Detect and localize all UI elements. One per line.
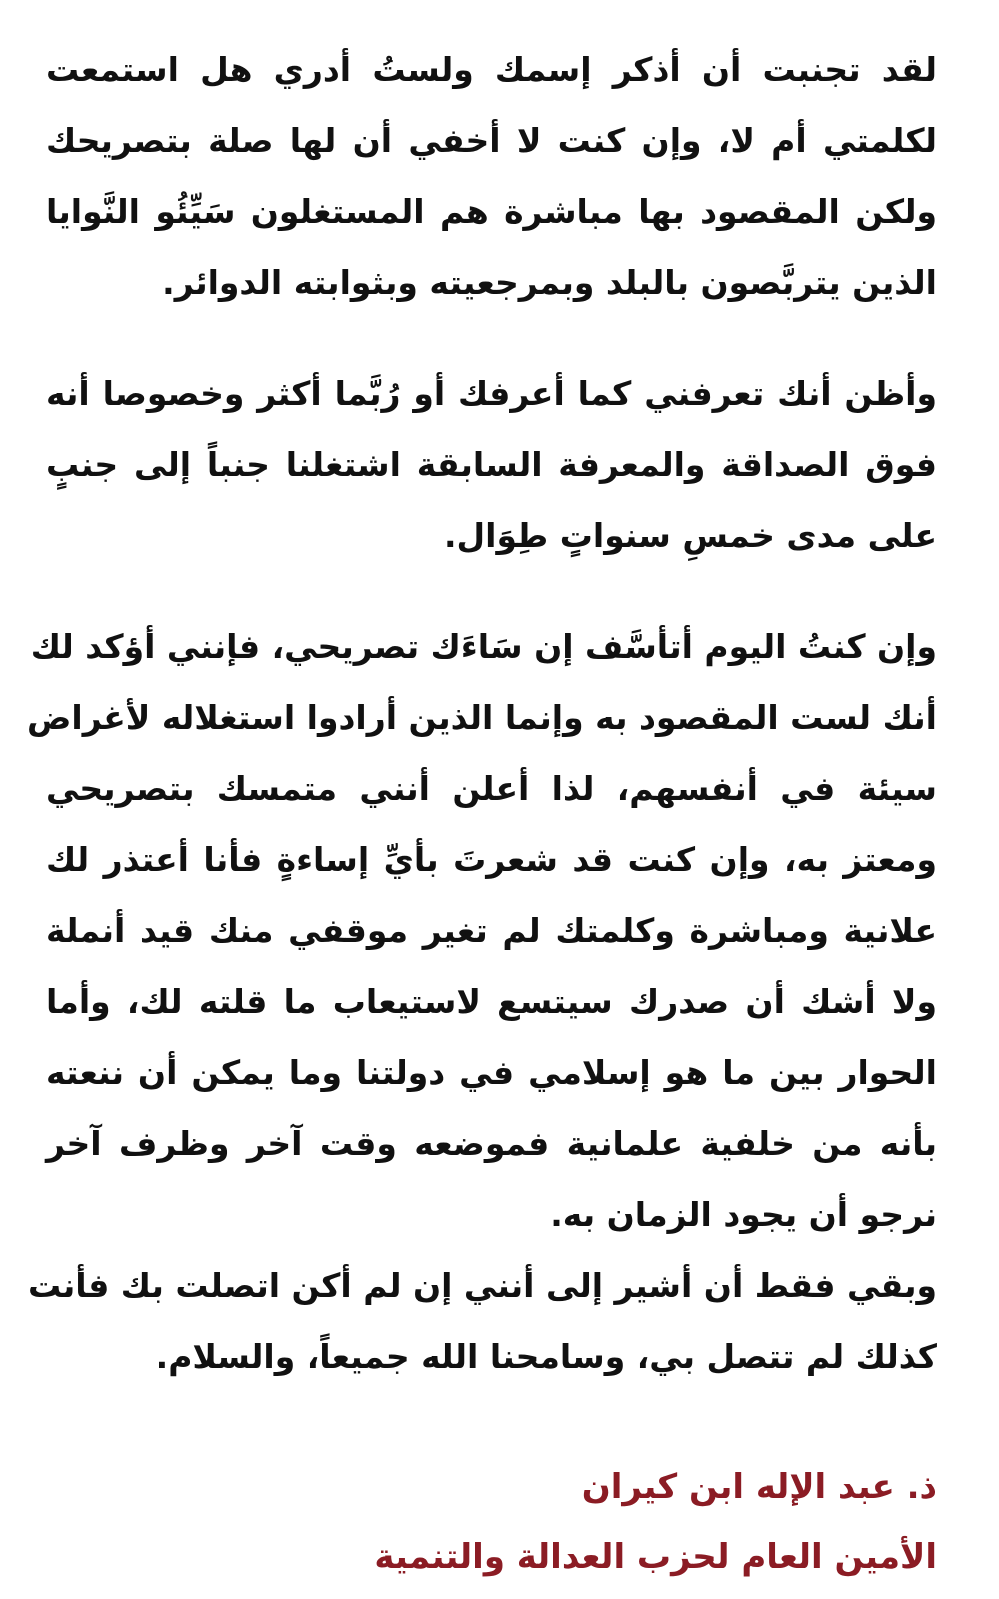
- signature-spacer: [46, 1432, 937, 1452]
- text-line: ولكن المقصود بها مباشرة هم المستغلون سَيِّئُو النَّوايا: [46, 192, 937, 231]
- paragraph-1: [46, 34, 937, 318]
- signature-title: الأمين العام لحزب العدالة والتنمية: [374, 1537, 937, 1577]
- signature-name: ذ. عبد الإله ابن كيران: [581, 1467, 937, 1507]
- text-line: وبقي فقط أن أشير إلى أنني إن لم أكن اتصلت بك فأنت: [27, 1266, 937, 1305]
- text-line: فوق الصداقة والمعرفة السابقة اشتغلنا جنباً إلى جنبٍ: [46, 445, 937, 484]
- text-line: الذين يتربَّصون بالبلد وبمرجعيته وبثوابته الدوائر.: [162, 263, 937, 302]
- paragraph-2: [46, 358, 937, 571]
- text-line: وإن كنتُ اليوم أتأسَّف إن سَاءَك تصريحي، فإنني أؤكد لك: [30, 627, 937, 666]
- text-line: سيئة في أنفسهم، لذا أعلن أنني متمسك بتصريحي: [46, 769, 937, 808]
- paragraph-spacer: [46, 318, 937, 358]
- signature-block: [46, 1452, 937, 1592]
- paragraph-spacer: [46, 1392, 937, 1432]
- text-line: وأظن أنك تعرفني كما أعرفك أو رُبَّما أكثر وخصوصا أنه: [46, 374, 937, 413]
- text-line: نرجو أن يجود الزمان به.: [550, 1195, 937, 1234]
- text-line: لكلمتي أم لا، وإن كنت لا أخفي أن لها صلة بتصريحك: [46, 121, 937, 160]
- text-line: أنك لست المقصود به وإنما الذين أرادوا استغلاله لأغراض: [27, 698, 937, 737]
- paragraph-3: [27, 611, 937, 1392]
- text-line: بأنه من خلفية علمانية فموضعه وقت آخر وظرف آخر: [46, 1124, 937, 1163]
- text-line: علانية ومباشرة وكلمتك لم تغير موقفي منك قيد أنملة: [46, 911, 937, 950]
- text-line: كذلك لم تتصل بي، وسامحنا الله جميعاً، والسلام.: [155, 1337, 937, 1376]
- text-line: الحوار بين ما هو إسلامي في دولتنا وما يمكن أن ننعته: [46, 1053, 937, 1092]
- text-line: ومعتز به، وإن كنت قد شعرتَ بأيِّ إساءةٍ فأنا أعتذر لك: [46, 840, 937, 879]
- text-line: لقد تجنبت أن أذكر إسمك ولستُ أدري هل استمعت: [46, 50, 937, 89]
- text-line: على مدى خمسِ سنواتٍ طِوَال.: [444, 516, 937, 555]
- paragraph-spacer: [46, 571, 937, 611]
- text-line: ولا أشك أن صدرك سيتسع لاستيعاب ما قلته لك، وأما: [46, 982, 937, 1021]
